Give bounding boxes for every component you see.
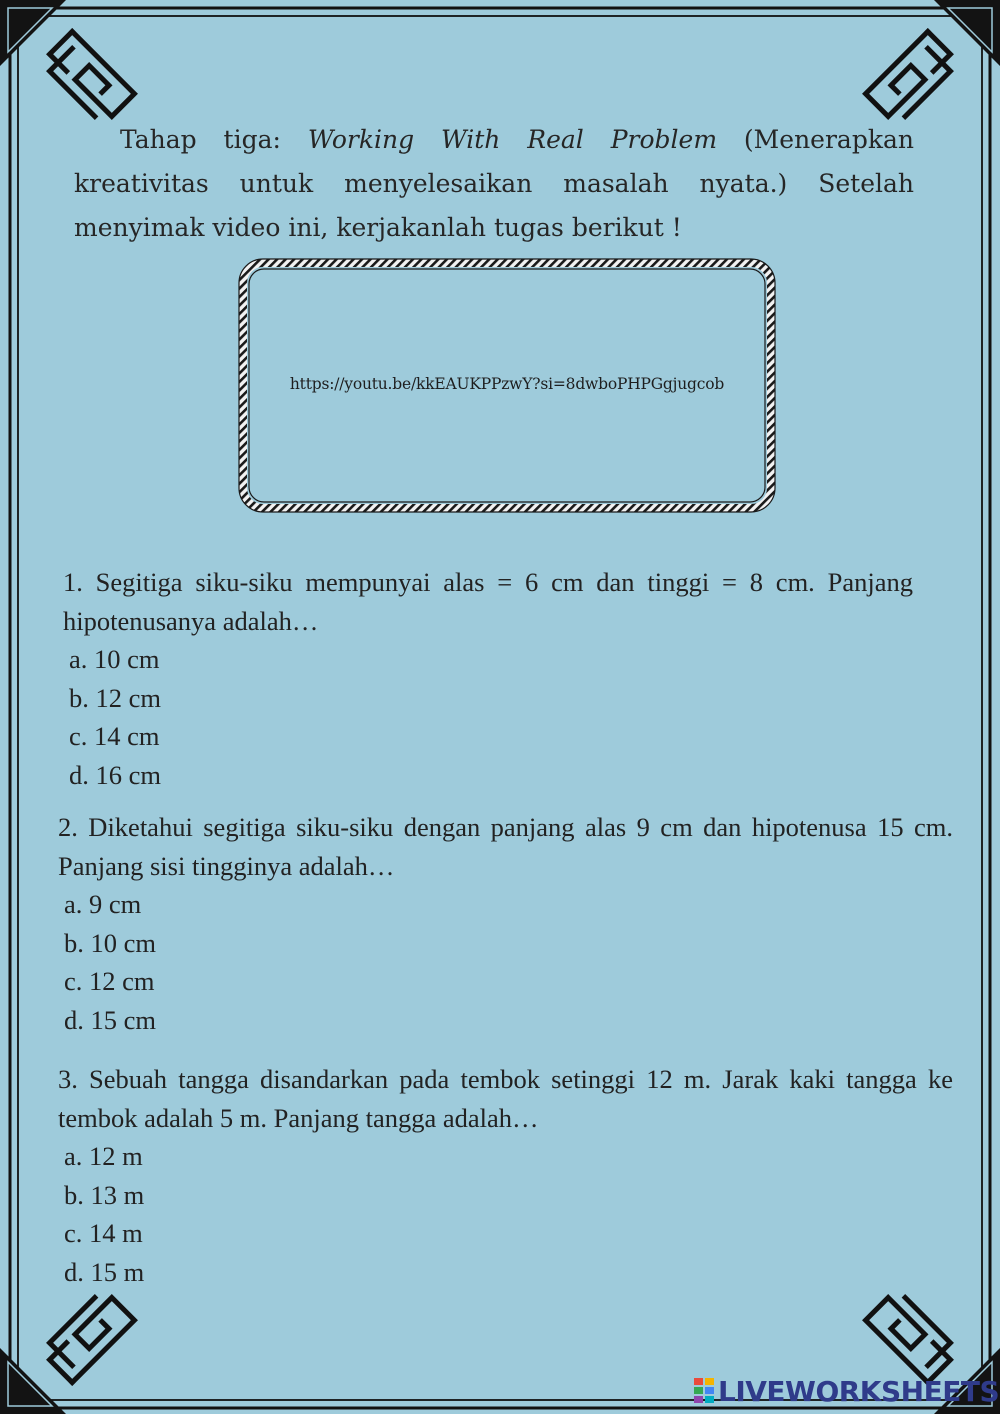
- option-a[interactable]: a. 9 cm: [64, 889, 142, 919]
- option-c[interactable]: c. 14 m: [64, 1218, 143, 1248]
- option-d[interactable]: d. 16 cm: [69, 759, 161, 790]
- intro-paragraph: [74, 118, 914, 250]
- intro-prefix: Tahap tiga:: [120, 125, 308, 154]
- question-2: [58, 808, 953, 1039]
- intro-suffix: (Menerapkan kreativitas untuk menyelesaikan masalah nyata.) Setelah menyimak video ini, kerjakanlah tugas berikut !: [74, 125, 914, 242]
- option-b[interactable]: b. 10 cm: [64, 927, 156, 958]
- option-b[interactable]: b. 12 cm: [69, 682, 161, 713]
- question-text: 1. Segitiga siku-siku mempunyai alas = 6 cm dan tinggi = 8 cm. Panjang hipotenusanya adalah…: [63, 567, 913, 636]
- question-3: [58, 1060, 953, 1291]
- liveworksheets-logo-icon: [694, 1378, 714, 1404]
- option-a[interactable]: a. 10 cm: [69, 644, 160, 674]
- option-b[interactable]: b. 13 m: [64, 1179, 145, 1210]
- brand-name: LIVEWORKSHEETS: [718, 1374, 1000, 1408]
- video-link-box: [246, 268, 768, 504]
- question-text: 2. Diketahui segitiga siku-siku dengan panjang alas 9 cm dan hipotenusa 15 cm. Panjang sisi tingginya adalah…: [58, 812, 953, 881]
- corner-ornament-top-left: [0, 0, 134, 125]
- corner-ornament-bottom-left: [0, 1289, 134, 1414]
- option-c[interactable]: c. 14 cm: [69, 721, 160, 751]
- option-a[interactable]: a. 12 m: [64, 1141, 143, 1171]
- intro-emphasis: Working With Real Problem: [307, 125, 718, 154]
- liveworksheets-brand: [694, 1374, 999, 1408]
- question-1: [63, 563, 913, 794]
- option-d[interactable]: d. 15 m: [64, 1256, 145, 1287]
- option-c[interactable]: c. 12 cm: [64, 966, 155, 996]
- option-d[interactable]: d. 15 cm: [64, 1004, 156, 1035]
- video-link[interactable]: https://youtu.be/kkEAUKPPzwY?si=8dwboPHPGgjugcob: [289, 375, 725, 393]
- corner-ornament-top-right: [866, 0, 1000, 125]
- question-text: 3. Sebuah tangga disandarkan pada tembok setinggi 12 m. Jarak kaki tangga ke tembok adalah 5 m. Panjang tangga adalah…: [58, 1064, 953, 1133]
